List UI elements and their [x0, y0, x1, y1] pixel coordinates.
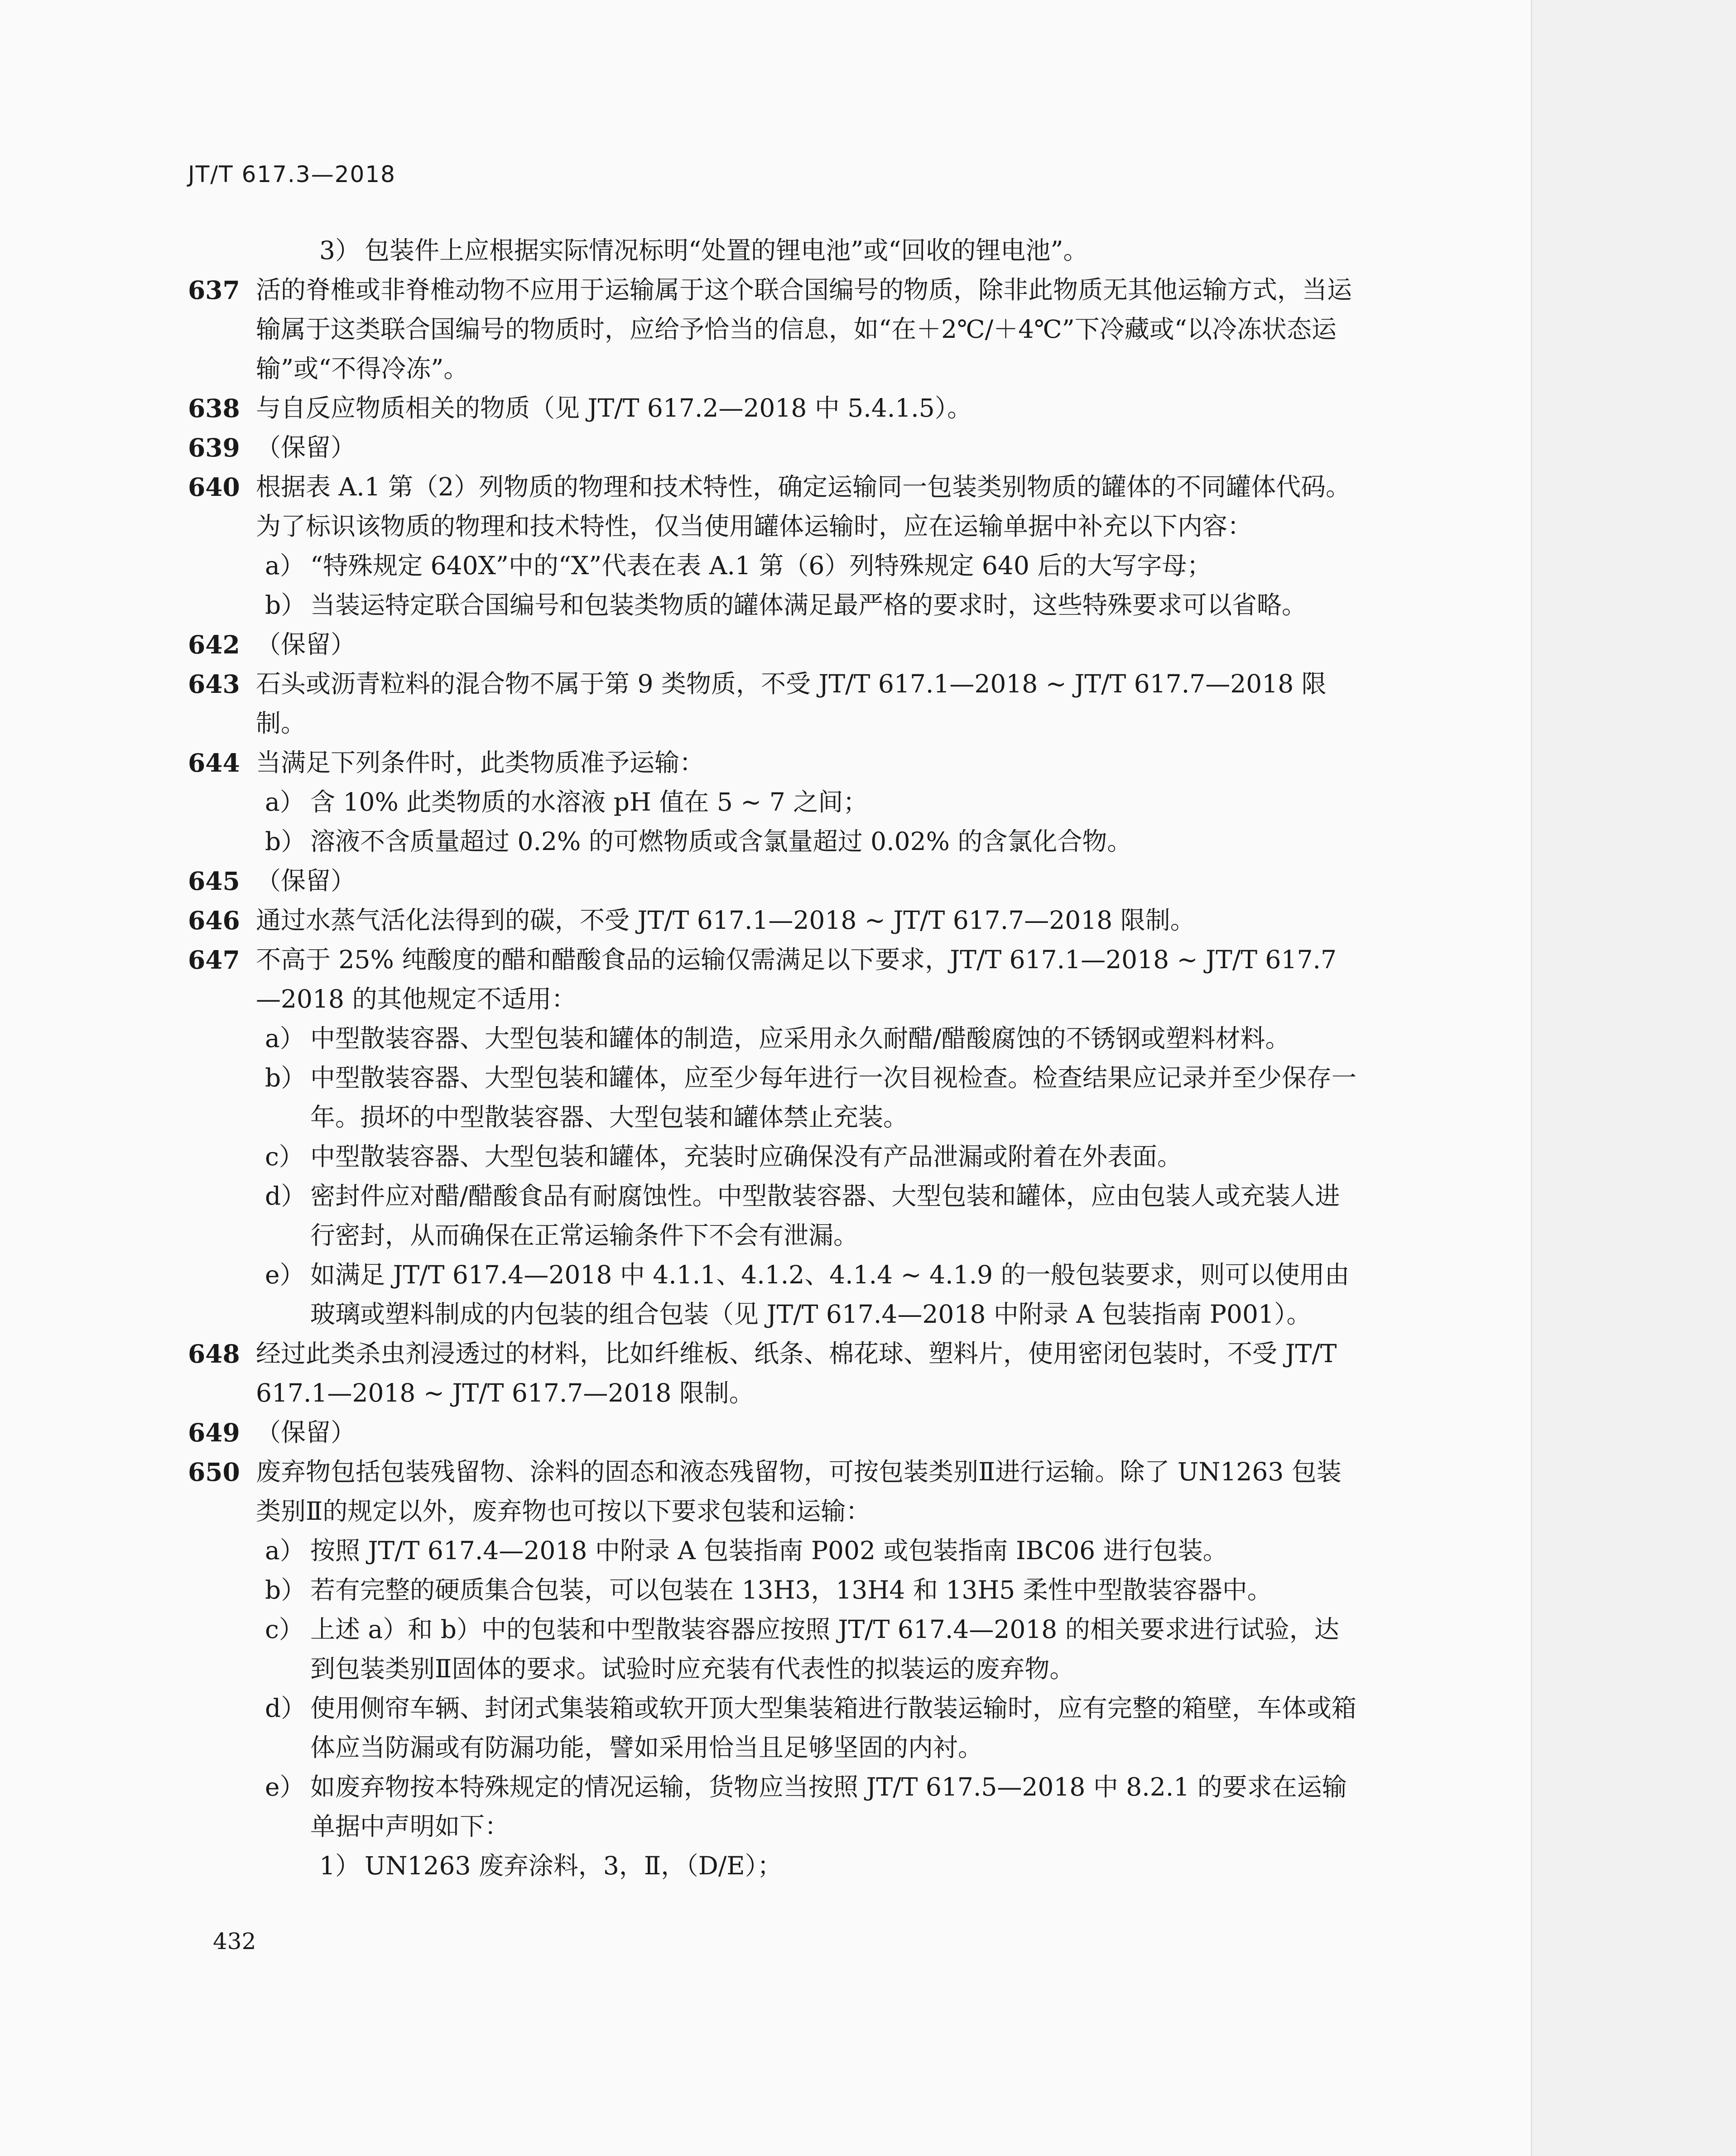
item-label: a） — [265, 551, 305, 580]
item-text: 中型散装容器、大型包装和罐体的制造，应采用永久耐醋/醋酸腐蚀的不锈钢或塑料材料。 — [310, 1024, 1290, 1053]
provision-text: 不高于 25% 纯酸度的醋和醋酸食品的运输仅需满足以下要求，JT/T 617.1—2018 ~ JT/T 617.7—2018 的其他规定不适用： — [256, 945, 1337, 1013]
list-item — [188, 1767, 1356, 1846]
item-label: b） — [265, 1575, 306, 1604]
item-text: 如满足 JT/T 617.4—2018 中 4.1.1、4.1.2、4.1.4 ~ 4.1.9 的一般包装要求，则可以使用由玻璃或塑料制成的内包装的组合包装（见 JT/T 617.4—2018 中附录 A 包装指南 P001）。 — [310, 1260, 1350, 1329]
item-label: c） — [265, 1142, 304, 1171]
list-item — [188, 546, 1356, 586]
provision-paragraph: 为了标识该物质的物理和技术特性，仅当使用罐体运输时，应在运输单据中补充以下内容： — [256, 512, 1253, 541]
item-text: “特殊规定 640X”中的“X”代表在表 A.1 第（6）列特殊规定 640 后的大写字母； — [310, 551, 1212, 580]
item-label: 1） — [319, 1851, 360, 1880]
provision-650 — [188, 1452, 1356, 1531]
provision-646 — [188, 901, 1356, 940]
provision-number: 646 — [188, 906, 240, 935]
item-label: d） — [265, 1181, 306, 1210]
provision-text: 废弃物包括包装残留物、涂料的固态和液态残留物，可按包装类别Ⅱ进行运输。除了 UN1263 包装类别Ⅱ的规定以外，废弃物也可按以下要求包装和运输： — [256, 1457, 1342, 1526]
provision-text: 经过此类杀虫剂浸透过的材料，比如纤维板、纸条、棉花球、塑料片，使用密闭包装时，不受 JT/T 617.1—2018 ~ JT/T 617.7—2018 限制。 — [256, 1339, 1337, 1407]
provision-text: 石头或沥青粒料的混合物不属于第 9 类物质，不受 JT/T 617.1—2018 ~ JT/T 617.7—2018 限制。 — [256, 669, 1327, 738]
item-label: a） — [265, 1536, 305, 1565]
item-label: b） — [265, 827, 306, 856]
provision-number: 639 — [188, 433, 240, 462]
list-item — [188, 1019, 1356, 1058]
provision-648 — [188, 1334, 1356, 1413]
list-item — [188, 1531, 1356, 1570]
provision-number: 645 — [188, 866, 240, 896]
list-item — [188, 822, 1356, 861]
item-text: 中型散装容器、大型包装和罐体，应至少每年进行一次目视检查。检查结果应记录并至少保存一年。损坏的中型散装容器、大型包装和罐体禁止充装。 — [310, 1063, 1357, 1132]
page-edge-shadow — [1531, 0, 1736, 2156]
provision-number: 643 — [188, 669, 240, 699]
item-label: e） — [265, 1260, 305, 1289]
item-text: 按照 JT/T 617.4—2018 中附录 A 包装指南 P002 或包装指南 IBC06 进行包装。 — [310, 1536, 1228, 1565]
provision-number: 650 — [188, 1457, 240, 1487]
list-item — [188, 1610, 1356, 1689]
provision-637 — [188, 270, 1356, 389]
item-label: d） — [265, 1694, 306, 1723]
item-text: 包装件上应根据实际情况标明“处置的锂电池”或“回收的锂电池”。 — [365, 236, 1088, 265]
provision-text: 与自反应物质相关的物质（见 JT/T 617.2—2018 中 5.4.1.5）。 — [256, 394, 972, 423]
provision-number: 644 — [188, 748, 240, 778]
provision-647 — [188, 940, 1356, 1019]
item-text: 密封件应对醋/醋酸食品有耐腐蚀性。中型散装容器、大型包装和罐体，应由包装人或充装人进行密封，从而确保在正常运输条件下不会有泄漏。 — [310, 1181, 1340, 1250]
item-text: 中型散装容器、大型包装和罐体，充装时应确保没有产品泄漏或附着在外表面。 — [310, 1142, 1183, 1171]
provision-text: 通过水蒸气活化法得到的碳，不受 JT/T 617.1—2018 ~ JT/T 617.7—2018 限制。 — [256, 906, 1195, 935]
provision-642 — [188, 625, 1356, 664]
item-label: a） — [265, 1024, 305, 1053]
provision-649 — [188, 1413, 1356, 1452]
list-item — [188, 231, 1356, 270]
item-text: 当装运特定联合国编号和包装类物质的罐体满足最严格的要求时，这些特殊要求可以省略。 — [310, 591, 1307, 619]
item-text: 含 10% 此类物质的水溶液 pH 值在 5 ~ 7 之间； — [310, 787, 868, 816]
item-label: c） — [265, 1615, 304, 1644]
provision-number: 648 — [188, 1339, 240, 1369]
provision-number: 640 — [188, 472, 240, 502]
item-text: 上述 a）和 b）中的包装和中型散装容器应按照 JT/T 617.4—2018 的相关要求进行试验，达到包装类别Ⅱ固体的要求。试验时应充装有代表性的拟装运的废弃物。 — [310, 1615, 1339, 1683]
provision-text: 当满足下列条件时，此类物质准予运输： — [256, 748, 705, 777]
provision-text: 活的脊椎或非脊椎动物不应用于运输属于这个联合国编号的物质，除非此物质无其他运输方式，当运输属于这类联合国编号的物质时，应给予恰当的信息，如“在＋2℃/＋4℃”下冷藏或“以冷冻状态运输”或“不得冷冻”。 — [256, 275, 1352, 383]
item-text: 如废弃物按本特殊规定的情况运输，货物应当按照 JT/T 617.5—2018 中 8.2.1 的要求在运输单据中声明如下： — [310, 1772, 1347, 1841]
provision-644 — [188, 743, 1356, 783]
provision-number: 637 — [188, 275, 240, 305]
item-label: 3） — [319, 236, 360, 265]
provision-number: 647 — [188, 945, 240, 975]
provision-639 — [188, 428, 1356, 467]
provision-number: 649 — [188, 1418, 240, 1447]
item-label: e） — [265, 1772, 305, 1801]
list-item — [188, 1137, 1356, 1176]
provision-text: 根据表 A.1 第（2）列物质的物理和技术特性，确定运输同一包装类别物质的罐体的不同罐体代码。 — [256, 472, 1351, 501]
list-item — [188, 1176, 1356, 1255]
list-item — [188, 1689, 1356, 1767]
list-item — [188, 1570, 1356, 1610]
page-number: 432 — [213, 1928, 256, 1954]
provision-text: （保留） — [256, 1418, 356, 1447]
provision-text: （保留） — [256, 866, 356, 895]
list-item — [188, 586, 1356, 625]
provision-645 — [188, 861, 1356, 901]
list-item — [188, 1058, 1356, 1137]
item-label: a） — [265, 787, 305, 816]
page-body — [188, 231, 1356, 1886]
list-subitem — [188, 1846, 1356, 1886]
item-label: b） — [265, 1063, 306, 1092]
provision-638 — [188, 389, 1356, 428]
provision-643 — [188, 664, 1356, 743]
item-label: b） — [265, 591, 306, 619]
provision-number: 638 — [188, 394, 240, 423]
item-text: 溶液不含质量超过 0.2% 的可燃物质或含氯量超过 0.02% 的含氯化合物。 — [310, 827, 1132, 856]
item-text: 使用侧帘车辆、封闭式集装箱或软开顶大型集装箱进行散装运输时，应有完整的箱壁，车体或箱体应当防漏或有防漏功能，譬如采用恰当且足够坚固的内衬。 — [310, 1694, 1357, 1762]
document-code-header: JT/T 617.3—2018 — [188, 161, 396, 187]
provision-text: （保留） — [256, 433, 356, 462]
provision-text: （保留） — [256, 630, 356, 659]
list-item — [188, 783, 1356, 822]
item-text: UN1263 废弃涂料，3，Ⅱ，（D/E）； — [365, 1851, 783, 1880]
list-item — [188, 1255, 1356, 1334]
provision-number: 642 — [188, 630, 240, 659]
provision-640 — [188, 467, 1356, 507]
item-text: 若有完整的硬质集合包装，可以包装在 13H3，13H4 和 13H5 柔性中型散装容器中。 — [310, 1575, 1272, 1604]
